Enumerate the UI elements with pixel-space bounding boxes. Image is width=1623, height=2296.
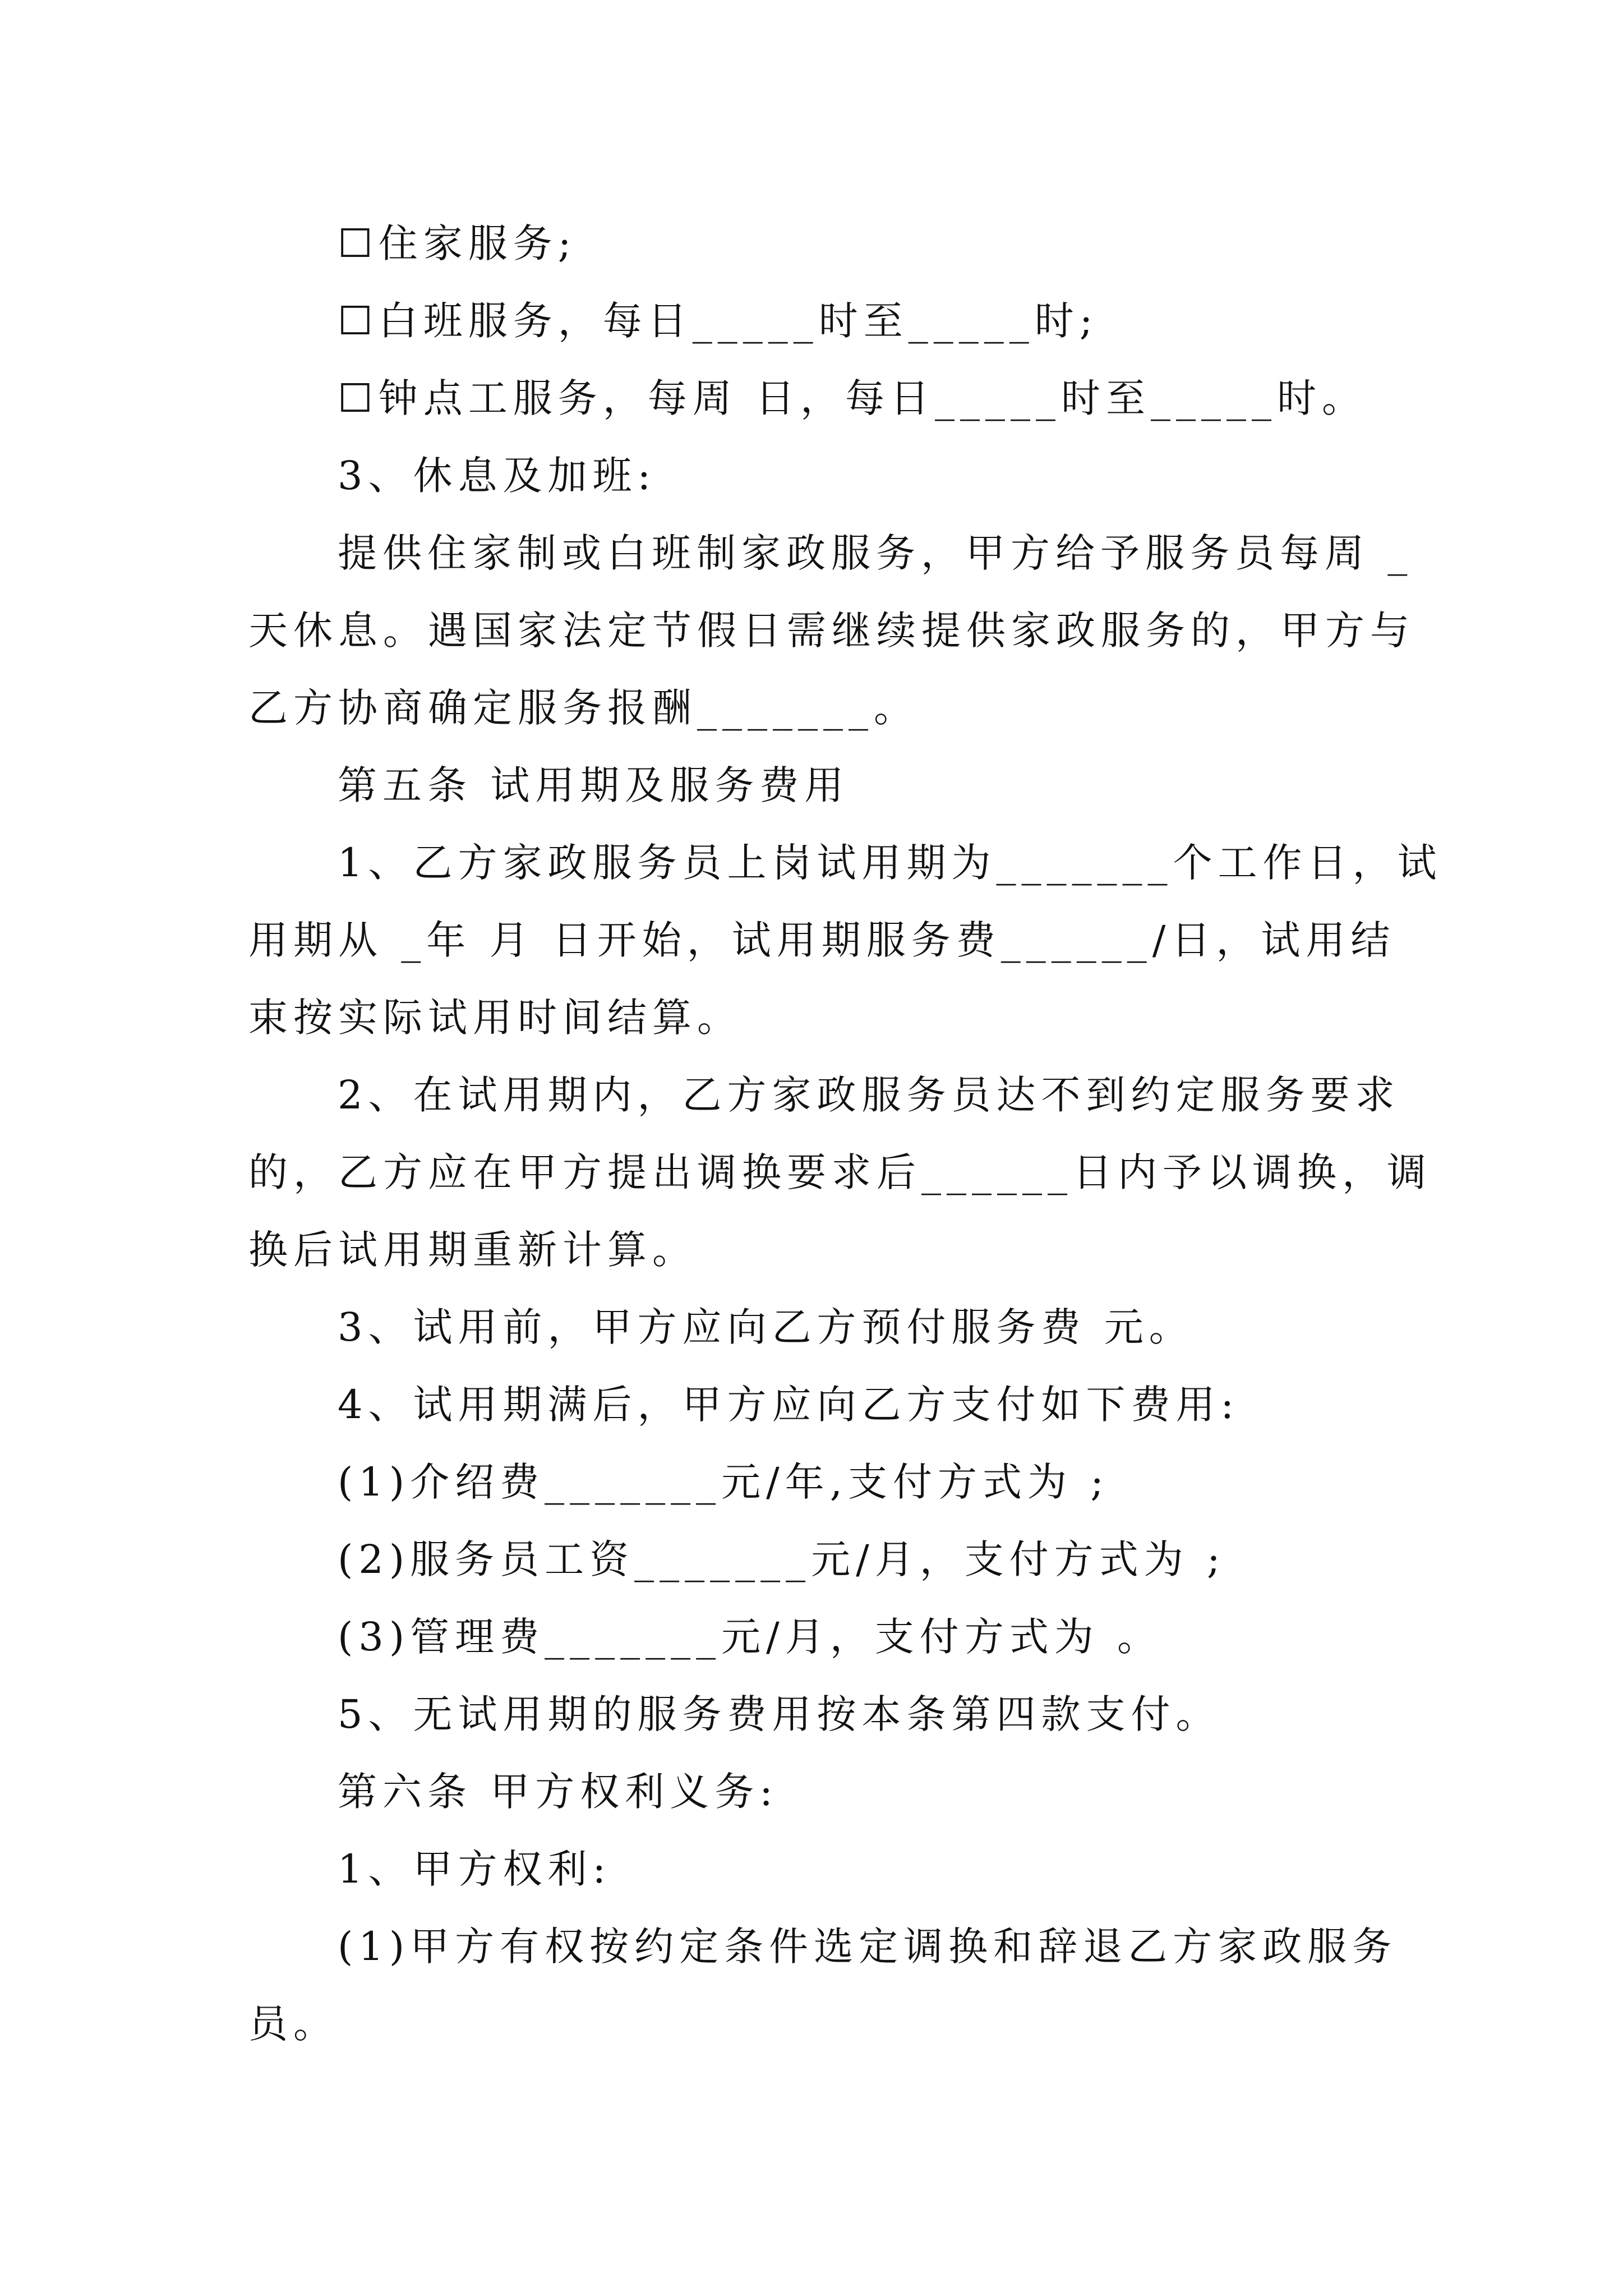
- paragraph-line: 换后试用期重新计算。: [248, 1227, 697, 1273]
- paragraph-line: 1、乙方家政服务员上岗试用期为_______个工作日，试: [338, 840, 1442, 886]
- section-heading: 1、甲方权利:: [338, 1846, 612, 1892]
- paragraph-line: 提供住家制或白班制家政服务，甲方给予服务员每周 _: [338, 530, 1413, 576]
- list-item: (1)甲方有权按约定条件选定调换和辞退乙方家政服务: [338, 1924, 1398, 1970]
- paragraph-line: 5、无试用期的服务费用按本条第四款支付。: [338, 1691, 1221, 1737]
- list-item: (1)介绍费_______元/年,支付方式为 ;: [338, 1459, 1109, 1505]
- paragraph-line: 乙方协商确定服务报酬_______。: [248, 685, 919, 731]
- article-heading: 第六条 甲方权利义务:: [338, 1769, 778, 1815]
- paragraph-line: 2、在试用期内，乙方家政服务员达不到约定服务要求: [338, 1072, 1400, 1118]
- paragraph-line: 天休息。遇国家法定节假日需继续提供家政服务的，甲方与: [248, 608, 1415, 654]
- paragraph-line: 3、试用前，甲方应向乙方预付服务费 元。: [338, 1304, 1194, 1350]
- section-heading: 3、休息及加班:: [338, 453, 657, 499]
- paragraph-line: ☐住家服务;: [338, 220, 577, 266]
- article-heading: 第五条 试用期及服务费用: [338, 762, 850, 808]
- paragraph-line: 员。: [248, 2001, 338, 2047]
- paragraph-line: 用期从 _年 月 日开始，试用期服务费______/日，试用结: [248, 917, 1396, 963]
- list-item: (3)管理费_______元/月，支付方式为 。: [338, 1614, 1162, 1660]
- list-item: (2)服务员工资_______元/月，支付方式为 ;: [338, 1536, 1226, 1582]
- paragraph-line: 的，乙方应在甲方提出调换要求后______日内予以调换，调: [248, 1149, 1432, 1195]
- paragraph-line: 束按实际试用时间结算。: [248, 995, 742, 1041]
- paragraph-line: 4、试用期满后，甲方应向乙方支付如下费用:: [338, 1382, 1240, 1428]
- paragraph-line: ☐钟点工服务，每周 日，每日_____时至_____时。: [338, 375, 1367, 421]
- paragraph-line: ☐白班服务，每日_____时至_____时;: [338, 298, 1099, 344]
